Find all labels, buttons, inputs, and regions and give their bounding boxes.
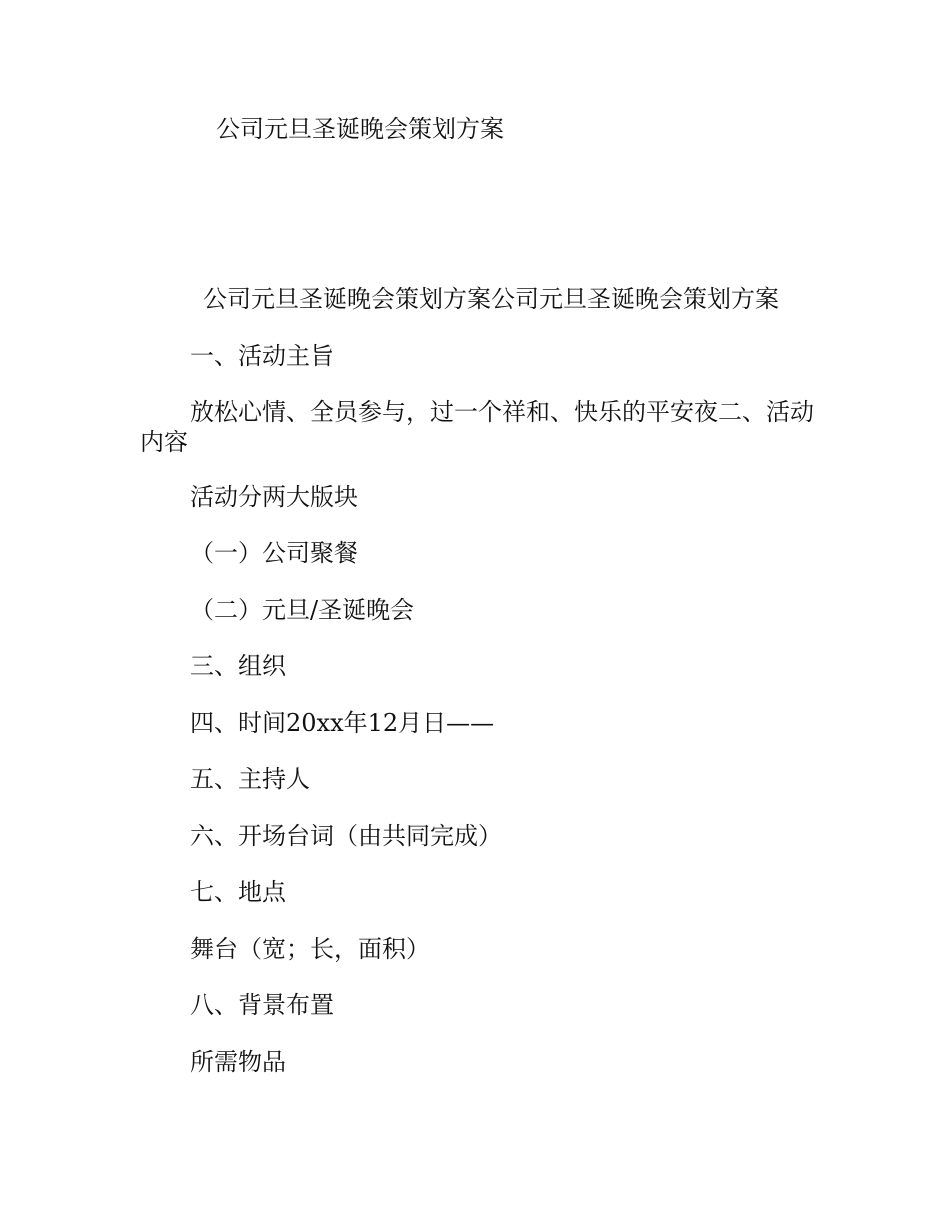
paragraph-repeated-title: 公司元旦圣诞晚会策划方案公司元旦圣诞晚会策划方案 — [203, 285, 779, 313]
document-title: 公司元旦圣诞晚会策划方案 — [216, 115, 504, 143]
section-heading-location: 七、地点 — [190, 878, 286, 906]
section-heading-opening-lines: 六、开场台词（由共同完成） — [190, 822, 502, 850]
paragraph-stage: 舞台（宽；长，面积） — [190, 935, 430, 963]
section-heading-organization: 三、组织 — [190, 652, 286, 680]
section-heading-purpose: 一、活动主旨 — [190, 342, 334, 370]
section-heading-background: 八、背景布置 — [190, 991, 334, 1019]
paragraph-activity-blocks: 活动分两大版块 — [190, 483, 358, 511]
section-heading-time: 四、时间20xx年12月日—— — [190, 709, 495, 737]
paragraph-required-items: 所需物品 — [190, 1048, 286, 1076]
list-item-company-dinner: （一）公司聚餐 — [190, 539, 358, 567]
paragraph-purpose-body: 放松心情、全员参与，过一个祥和、快乐的平安夜二、活动内容 — [140, 398, 814, 456]
list-item-gala: （二）元旦/圣诞晚会 — [190, 596, 415, 624]
section-heading-host: 五、主持人 — [190, 765, 310, 793]
